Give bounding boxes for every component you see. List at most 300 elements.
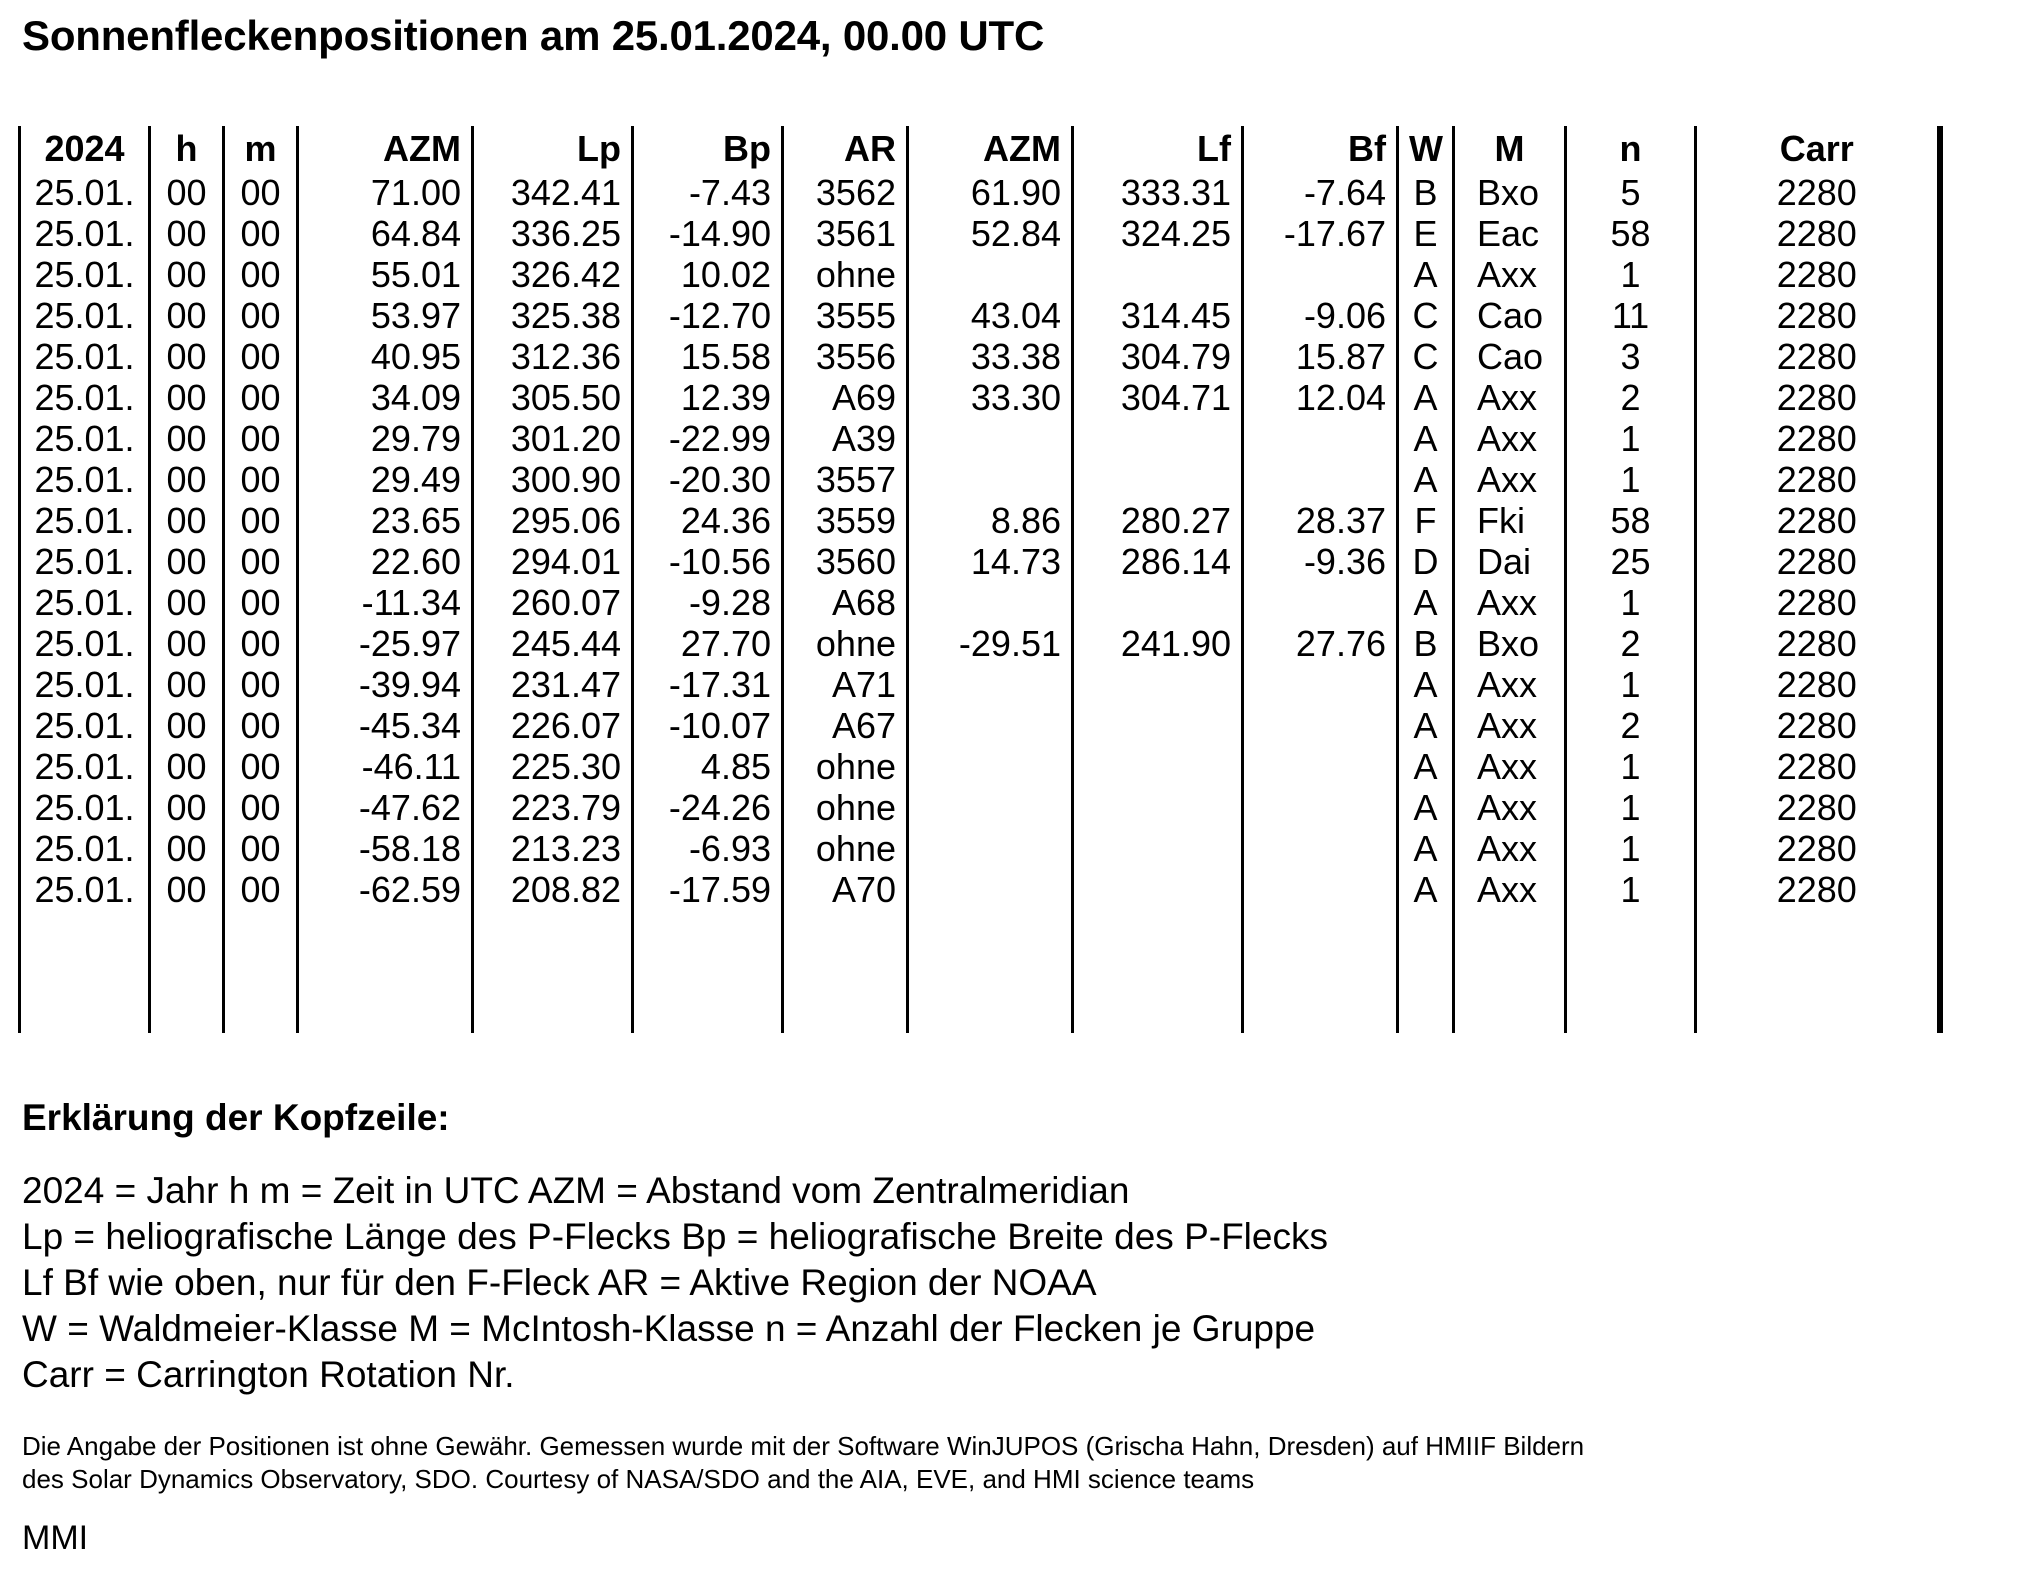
- cell-year: 25.01.: [20, 500, 150, 541]
- table-empty-row: [20, 910, 1940, 951]
- cell-m: 00: [224, 295, 298, 336]
- cell-azm_p: 64.84: [298, 213, 473, 254]
- cell-mcintosh: Axx: [1454, 418, 1566, 459]
- column-header-n: n: [1566, 126, 1696, 172]
- cell-lp: 342.41: [473, 172, 633, 213]
- cell-m: 00: [224, 459, 298, 500]
- cell-empty: [1454, 910, 1566, 951]
- footnote-block: [22, 1430, 2012, 1496]
- cell-bf: -17.67: [1243, 213, 1398, 254]
- cell-n: 1: [1566, 254, 1696, 295]
- cell-azm_p: 34.09: [298, 377, 473, 418]
- cell-mcintosh: Cao: [1454, 295, 1566, 336]
- cell-h: 00: [150, 336, 224, 377]
- cell-empty: [150, 951, 224, 992]
- cell-bp: 10.02: [633, 254, 783, 295]
- cell-n: 1: [1566, 828, 1696, 869]
- cell-w: C: [1398, 295, 1454, 336]
- cell-w: E: [1398, 213, 1454, 254]
- cell-m: 00: [224, 623, 298, 664]
- cell-n: 58: [1566, 213, 1696, 254]
- table-row: [20, 582, 1940, 623]
- cell-ar: A67: [783, 705, 908, 746]
- column-header-mcintosh: M: [1454, 126, 1566, 172]
- cell-year: 25.01.: [20, 377, 150, 418]
- cell-h: 00: [150, 582, 224, 623]
- cell-empty: [783, 992, 908, 1033]
- cell-azm_f: [908, 828, 1073, 869]
- cell-n: 2: [1566, 623, 1696, 664]
- cell-empty: [1454, 992, 1566, 1033]
- cell-empty: [1243, 992, 1398, 1033]
- cell-azm_f: [908, 787, 1073, 828]
- cell-w: A: [1398, 582, 1454, 623]
- footnote-line: des Solar Dynamics Observatory, SDO. Courtesy of NASA/SDO and the AIA, EVE, and HMI science teams: [22, 1464, 1255, 1494]
- cell-m: 00: [224, 213, 298, 254]
- cell-bp: 27.70: [633, 623, 783, 664]
- cell-bf: 15.87: [1243, 336, 1398, 377]
- cell-year: 25.01.: [20, 336, 150, 377]
- cell-azm_p: 22.60: [298, 541, 473, 582]
- cell-lp: 225.30: [473, 746, 633, 787]
- legend-block: [22, 1168, 1328, 1398]
- cell-lf: [1073, 582, 1243, 623]
- cell-bf: [1243, 582, 1398, 623]
- cell-azm_p: 55.01: [298, 254, 473, 295]
- cell-h: 00: [150, 623, 224, 664]
- cell-bf: [1243, 459, 1398, 500]
- cell-empty: [1243, 910, 1398, 951]
- cell-h: 00: [150, 705, 224, 746]
- cell-carr: 2280: [1696, 254, 1940, 295]
- cell-m: 00: [224, 336, 298, 377]
- cell-azm_p: 40.95: [298, 336, 473, 377]
- cell-lf: 241.90: [1073, 623, 1243, 664]
- cell-ar: ohne: [783, 746, 908, 787]
- cell-m: 00: [224, 664, 298, 705]
- cell-h: 00: [150, 213, 224, 254]
- table-header-row: [20, 126, 1940, 172]
- table-body: [20, 172, 1940, 1033]
- cell-carr: 2280: [1696, 172, 1940, 213]
- cell-empty: [224, 910, 298, 951]
- column-header-lf: Lf: [1073, 126, 1243, 172]
- cell-azm_p: -39.94: [298, 664, 473, 705]
- cell-w: F: [1398, 500, 1454, 541]
- cell-lp: 226.07: [473, 705, 633, 746]
- cell-bp: -14.90: [633, 213, 783, 254]
- cell-azm_p: -25.97: [298, 623, 473, 664]
- cell-w: C: [1398, 336, 1454, 377]
- cell-year: 25.01.: [20, 418, 150, 459]
- cell-azm_p: 23.65: [298, 500, 473, 541]
- cell-n: 1: [1566, 459, 1696, 500]
- cell-empty: [633, 951, 783, 992]
- column-header-minute: m: [224, 126, 298, 172]
- cell-m: 00: [224, 541, 298, 582]
- cell-lf: [1073, 787, 1243, 828]
- table-empty-row: [20, 992, 1940, 1033]
- cell-carr: 2280: [1696, 705, 1940, 746]
- cell-empty: [150, 910, 224, 951]
- cell-empty: [1566, 910, 1696, 951]
- cell-m: 00: [224, 828, 298, 869]
- cell-empty: [1398, 951, 1454, 992]
- cell-lf: 304.71: [1073, 377, 1243, 418]
- table-row: [20, 254, 1940, 295]
- cell-h: 00: [150, 541, 224, 582]
- cell-bp: -17.59: [633, 869, 783, 910]
- cell-empty: [908, 910, 1073, 951]
- cell-lf: 286.14: [1073, 541, 1243, 582]
- cell-lf: [1073, 664, 1243, 705]
- column-header-lp: Lp: [473, 126, 633, 172]
- cell-empty: [1398, 910, 1454, 951]
- cell-azm_f: -29.51: [908, 623, 1073, 664]
- cell-bf: 28.37: [1243, 500, 1398, 541]
- cell-h: 00: [150, 377, 224, 418]
- cell-bp: 12.39: [633, 377, 783, 418]
- cell-azm_f: [908, 705, 1073, 746]
- cell-year: 25.01.: [20, 787, 150, 828]
- cell-w: A: [1398, 828, 1454, 869]
- cell-bf: [1243, 869, 1398, 910]
- cell-azm_f: [908, 254, 1073, 295]
- column-header-bf: Bf: [1243, 126, 1398, 172]
- cell-mcintosh: Dai: [1454, 541, 1566, 582]
- cell-lp: 301.20: [473, 418, 633, 459]
- cell-w: A: [1398, 705, 1454, 746]
- cell-lf: [1073, 746, 1243, 787]
- cell-empty: [1073, 910, 1243, 951]
- cell-ar: 3557: [783, 459, 908, 500]
- cell-ar: A70: [783, 869, 908, 910]
- cell-h: 00: [150, 418, 224, 459]
- cell-mcintosh: Axx: [1454, 869, 1566, 910]
- cell-carr: 2280: [1696, 377, 1940, 418]
- table-row: [20, 377, 1940, 418]
- table-row: [20, 746, 1940, 787]
- cell-carr: 2280: [1696, 746, 1940, 787]
- cell-empty: [20, 910, 150, 951]
- cell-azm_p: -62.59: [298, 869, 473, 910]
- cell-lf: 324.25: [1073, 213, 1243, 254]
- cell-n: 11: [1566, 295, 1696, 336]
- cell-ar: 3561: [783, 213, 908, 254]
- cell-carr: 2280: [1696, 541, 1940, 582]
- cell-azm_f: 61.90: [908, 172, 1073, 213]
- cell-azm_p: 71.00: [298, 172, 473, 213]
- cell-n: 1: [1566, 787, 1696, 828]
- cell-w: B: [1398, 623, 1454, 664]
- cell-mcintosh: Axx: [1454, 828, 1566, 869]
- cell-n: 5: [1566, 172, 1696, 213]
- cell-year: 25.01.: [20, 172, 150, 213]
- cell-bf: [1243, 787, 1398, 828]
- cell-lp: 231.47: [473, 664, 633, 705]
- column-header-carr: Carr: [1696, 126, 1940, 172]
- cell-lp: 305.50: [473, 377, 633, 418]
- cell-bp: -9.28: [633, 582, 783, 623]
- table-row: [20, 336, 1940, 377]
- cell-empty: [1398, 992, 1454, 1033]
- cell-carr: 2280: [1696, 295, 1940, 336]
- cell-mcintosh: Axx: [1454, 582, 1566, 623]
- cell-bp: 24.36: [633, 500, 783, 541]
- cell-carr: 2280: [1696, 582, 1940, 623]
- cell-empty: [1566, 992, 1696, 1033]
- cell-azm_p: -47.62: [298, 787, 473, 828]
- cell-mcintosh: Axx: [1454, 746, 1566, 787]
- cell-n: 58: [1566, 500, 1696, 541]
- cell-carr: 2280: [1696, 213, 1940, 254]
- cell-bf: 27.76: [1243, 623, 1398, 664]
- cell-ar: ohne: [783, 623, 908, 664]
- cell-h: 00: [150, 828, 224, 869]
- cell-azm_f: [908, 746, 1073, 787]
- cell-year: 25.01.: [20, 746, 150, 787]
- cell-carr: 2280: [1696, 336, 1940, 377]
- cell-empty: [783, 951, 908, 992]
- cell-empty: [1454, 951, 1566, 992]
- cell-empty: [150, 992, 224, 1033]
- cell-bp: -24.26: [633, 787, 783, 828]
- cell-bp: -10.07: [633, 705, 783, 746]
- column-header-bp: Bp: [633, 126, 783, 172]
- cell-mcintosh: Cao: [1454, 336, 1566, 377]
- cell-azm_p: 29.49: [298, 459, 473, 500]
- cell-lp: 208.82: [473, 869, 633, 910]
- cell-carr: 2280: [1696, 500, 1940, 541]
- cell-azm_p: -45.34: [298, 705, 473, 746]
- cell-w: A: [1398, 746, 1454, 787]
- cell-azm_f: [908, 664, 1073, 705]
- cell-empty: [1243, 951, 1398, 992]
- cell-carr: 2280: [1696, 459, 1940, 500]
- cell-empty: [1073, 992, 1243, 1033]
- cell-carr: 2280: [1696, 623, 1940, 664]
- column-header-hour: h: [150, 126, 224, 172]
- cell-empty: [473, 951, 633, 992]
- cell-ar: 3559: [783, 500, 908, 541]
- cell-lp: 245.44: [473, 623, 633, 664]
- cell-empty: [473, 910, 633, 951]
- cell-azm_f: [908, 869, 1073, 910]
- cell-m: 00: [224, 746, 298, 787]
- cell-azm_p: -46.11: [298, 746, 473, 787]
- table-row: [20, 664, 1940, 705]
- cell-ar: ohne: [783, 828, 908, 869]
- cell-lp: 294.01: [473, 541, 633, 582]
- table-row: [20, 787, 1940, 828]
- cell-w: A: [1398, 664, 1454, 705]
- cell-lf: 304.79: [1073, 336, 1243, 377]
- cell-bp: -6.93: [633, 828, 783, 869]
- cell-n: 2: [1566, 705, 1696, 746]
- cell-w: A: [1398, 418, 1454, 459]
- cell-ar: A68: [783, 582, 908, 623]
- sunspot-positions-table: [18, 126, 1943, 1033]
- cell-ar: A39: [783, 418, 908, 459]
- cell-carr: 2280: [1696, 664, 1940, 705]
- cell-azm_f: [908, 459, 1073, 500]
- cell-year: 25.01.: [20, 623, 150, 664]
- table-header: [20, 126, 1940, 172]
- signature: MMI: [22, 1519, 89, 1557]
- cell-azm_p: 53.97: [298, 295, 473, 336]
- cell-m: 00: [224, 172, 298, 213]
- cell-h: 00: [150, 787, 224, 828]
- cell-bf: [1243, 828, 1398, 869]
- table-row: [20, 828, 1940, 869]
- cell-ar: 3556: [783, 336, 908, 377]
- cell-n: 25: [1566, 541, 1696, 582]
- cell-mcintosh: Bxo: [1454, 172, 1566, 213]
- cell-n: 1: [1566, 582, 1696, 623]
- cell-empty: [298, 951, 473, 992]
- cell-bf: [1243, 746, 1398, 787]
- cell-azm_f: 14.73: [908, 541, 1073, 582]
- table-row: [20, 541, 1940, 582]
- cell-empty: [1566, 951, 1696, 992]
- column-header-azm-p: AZM: [298, 126, 473, 172]
- cell-mcintosh: Bxo: [1454, 623, 1566, 664]
- legend-line: W = Waldmeier-Klasse M = McIntosh-Klasse n = Anzahl der Flecken je Gruppe: [22, 1308, 1316, 1349]
- legend-line: Lp = heliografische Länge des P-Flecks Bp = heliografische Breite des P-Flecks: [22, 1216, 1328, 1257]
- cell-h: 00: [150, 664, 224, 705]
- cell-year: 25.01.: [20, 213, 150, 254]
- cell-lp: 326.42: [473, 254, 633, 295]
- cell-year: 25.01.: [20, 254, 150, 295]
- table-row: [20, 459, 1940, 500]
- cell-h: 00: [150, 746, 224, 787]
- legend-line: 2024 = Jahr h m = Zeit in UTC AZM = Abstand vom Zentralmeridian: [22, 1170, 1130, 1211]
- cell-empty: [224, 951, 298, 992]
- cell-n: 3: [1566, 336, 1696, 377]
- cell-m: 00: [224, 500, 298, 541]
- cell-ar: A71: [783, 664, 908, 705]
- cell-ar: 3562: [783, 172, 908, 213]
- cell-year: 25.01.: [20, 541, 150, 582]
- cell-lp: 213.23: [473, 828, 633, 869]
- cell-bp: 4.85: [633, 746, 783, 787]
- column-header-year: 2024: [20, 126, 150, 172]
- legend-line: Lf Bf wie oben, nur für den F-Fleck AR = Aktive Region der NOAA: [22, 1262, 1097, 1303]
- cell-m: 00: [224, 869, 298, 910]
- column-header-waldmeier: W: [1398, 126, 1454, 172]
- cell-h: 00: [150, 869, 224, 910]
- cell-azm_f: 43.04: [908, 295, 1073, 336]
- cell-azm_p: -11.34: [298, 582, 473, 623]
- cell-n: 1: [1566, 664, 1696, 705]
- cell-mcintosh: Axx: [1454, 377, 1566, 418]
- cell-empty: [20, 951, 150, 992]
- cell-empty: [633, 992, 783, 1033]
- cell-h: 00: [150, 459, 224, 500]
- cell-lp: 336.25: [473, 213, 633, 254]
- cell-carr: 2280: [1696, 787, 1940, 828]
- page-title: Sonnenfleckenpositionen am 25.01.2024, 00.00 UTC: [22, 12, 1045, 59]
- cell-h: 00: [150, 254, 224, 295]
- cell-year: 25.01.: [20, 705, 150, 746]
- cell-bf: [1243, 664, 1398, 705]
- cell-lf: [1073, 254, 1243, 295]
- cell-azm_p: -58.18: [298, 828, 473, 869]
- cell-h: 00: [150, 172, 224, 213]
- cell-lf: [1073, 459, 1243, 500]
- cell-mcintosh: Axx: [1454, 664, 1566, 705]
- table-row: [20, 623, 1940, 664]
- cell-azm_f: [908, 582, 1073, 623]
- cell-w: A: [1398, 787, 1454, 828]
- cell-lp: 300.90: [473, 459, 633, 500]
- cell-lf: 280.27: [1073, 500, 1243, 541]
- table-row: [20, 500, 1940, 541]
- cell-ar: 3560: [783, 541, 908, 582]
- cell-empty: [473, 992, 633, 1033]
- cell-empty: [633, 910, 783, 951]
- cell-bf: -9.36: [1243, 541, 1398, 582]
- cell-w: D: [1398, 541, 1454, 582]
- cell-bf: [1243, 254, 1398, 295]
- cell-year: 25.01.: [20, 459, 150, 500]
- cell-mcintosh: Axx: [1454, 787, 1566, 828]
- legend-line: Carr = Carrington Rotation Nr.: [22, 1354, 515, 1395]
- cell-lf: [1073, 418, 1243, 459]
- cell-mcintosh: Axx: [1454, 459, 1566, 500]
- cell-azm_p: 29.79: [298, 418, 473, 459]
- cell-empty: [298, 910, 473, 951]
- sunspot-table-container: [18, 126, 1857, 1033]
- cell-h: 00: [150, 295, 224, 336]
- cell-lp: 260.07: [473, 582, 633, 623]
- cell-year: 25.01.: [20, 295, 150, 336]
- cell-m: 00: [224, 705, 298, 746]
- cell-mcintosh: Axx: [1454, 254, 1566, 295]
- cell-ar: 3555: [783, 295, 908, 336]
- cell-ar: A69: [783, 377, 908, 418]
- cell-carr: 2280: [1696, 828, 1940, 869]
- cell-w: A: [1398, 869, 1454, 910]
- cell-h: 00: [150, 500, 224, 541]
- cell-bf: -9.06: [1243, 295, 1398, 336]
- table-row: [20, 213, 1940, 254]
- cell-bp: -22.99: [633, 418, 783, 459]
- cell-lp: 295.06: [473, 500, 633, 541]
- cell-mcintosh: Axx: [1454, 705, 1566, 746]
- cell-empty: [1073, 951, 1243, 992]
- cell-n: 1: [1566, 746, 1696, 787]
- cell-m: 00: [224, 377, 298, 418]
- cell-empty: [908, 951, 1073, 992]
- table-row: [20, 295, 1940, 336]
- column-header-ar: AR: [783, 126, 908, 172]
- cell-bf: 12.04: [1243, 377, 1398, 418]
- footnote-line: Die Angabe der Positionen ist ohne Gewähr. Gemessen wurde mit der Software WinJUPOS (Grischa Hahn, Dresden) auf HMIIF Bildern: [22, 1431, 1585, 1461]
- cell-empty: [298, 992, 473, 1033]
- cell-azm_f: 8.86: [908, 500, 1073, 541]
- cell-ar: ohne: [783, 787, 908, 828]
- cell-w: A: [1398, 377, 1454, 418]
- cell-lp: 325.38: [473, 295, 633, 336]
- cell-lf: [1073, 828, 1243, 869]
- cell-bp: -12.70: [633, 295, 783, 336]
- legend-heading: Erklärung der Kopfzeile:: [22, 1097, 450, 1138]
- cell-n: 2: [1566, 377, 1696, 418]
- cell-bp: -7.43: [633, 172, 783, 213]
- cell-m: 00: [224, 787, 298, 828]
- cell-w: A: [1398, 459, 1454, 500]
